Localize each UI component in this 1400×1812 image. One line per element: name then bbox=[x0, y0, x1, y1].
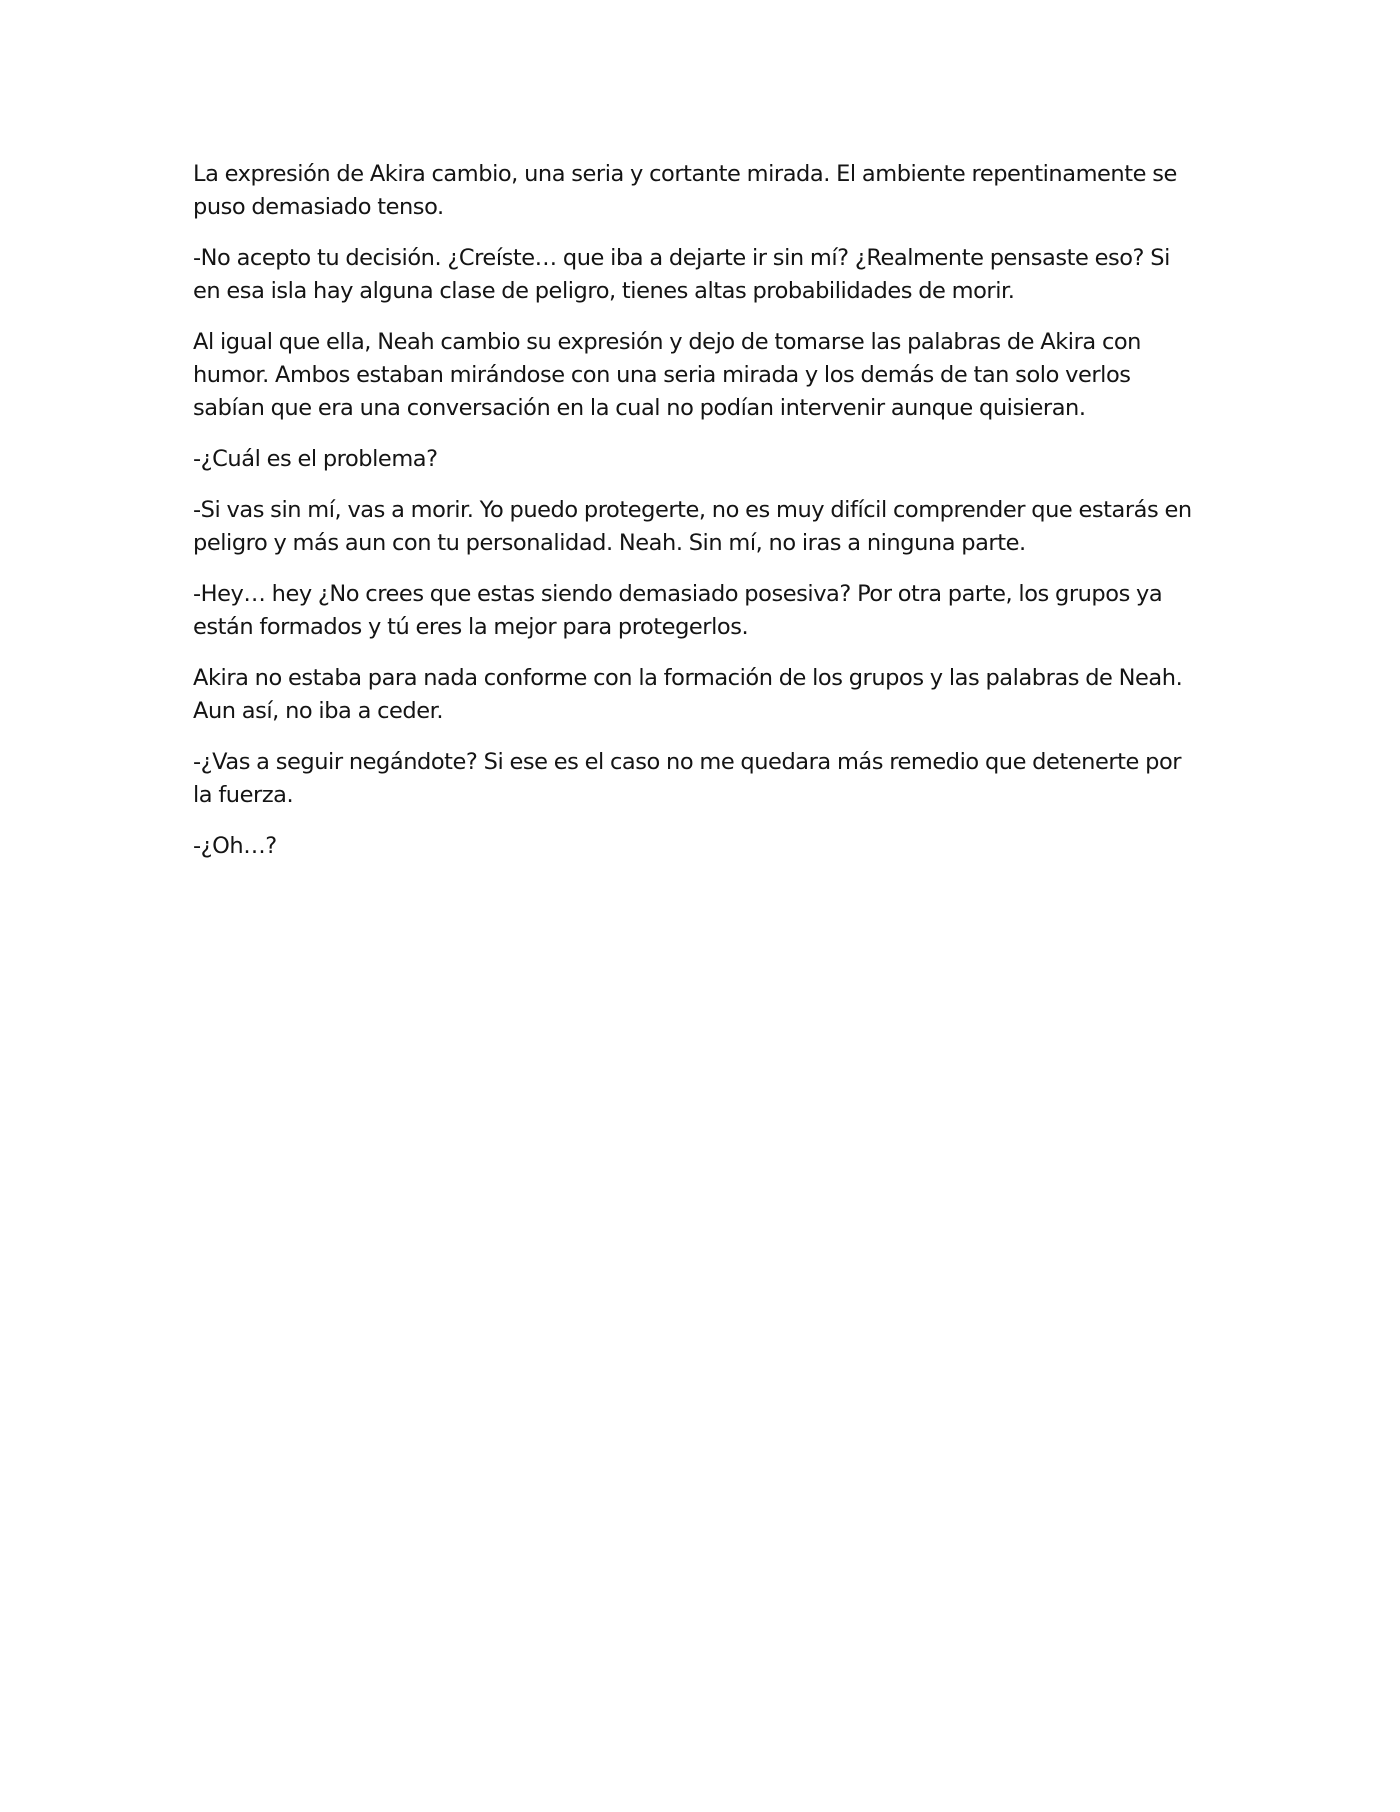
document-body bbox=[193, 158, 1203, 881]
paragraph: La expresión de Akira cambio, una seria y cortante mirada. El ambiente repentinamente se puso demasiado tenso. bbox=[193, 161, 1177, 220]
paragraph: -No acepto tu decisión. ¿Creíste… que iba a dejarte ir sin mí? ¿Realmente pensaste eso? Si en esa isla hay alguna clase de peligro, tienes altas probabilidades de morir. bbox=[193, 245, 1170, 304]
paragraph: -¿Oh…? bbox=[193, 833, 277, 859]
paragraph: Al igual que ella, Neah cambio su expresión y dejo de tomarse las palabras de Akira con humor. Ambos estaban mirándose con una seria mirada y los demás de tan solo verlos sabían que era una conversación en la cual no podían intervenir aunque quisieran. bbox=[193, 329, 1141, 421]
paragraph: Akira no estaba para nada conforme con la formación de los grupos y las palabras de Neah. Aun así, no iba a ceder. bbox=[193, 665, 1183, 724]
paragraph: -¿Cuál es el problema? bbox=[193, 446, 438, 472]
paragraph: -¿Vas a seguir negándote? Si ese es el caso no me quedara más remedio que detenerte por la fuerza. bbox=[193, 749, 1182, 808]
paragraph: -Hey… hey ¿No crees que estas siendo demasiado posesiva? Por otra parte, los grupos ya están formados y tú eres la mejor para protegerlos. bbox=[193, 581, 1163, 640]
paragraph: -Si vas sin mí, vas a morir. Yo puedo protegerte, no es muy difícil comprender que estarás en peligro y más aun con tu personalidad. Neah. Sin mí, no iras a ninguna parte. bbox=[193, 497, 1192, 556]
